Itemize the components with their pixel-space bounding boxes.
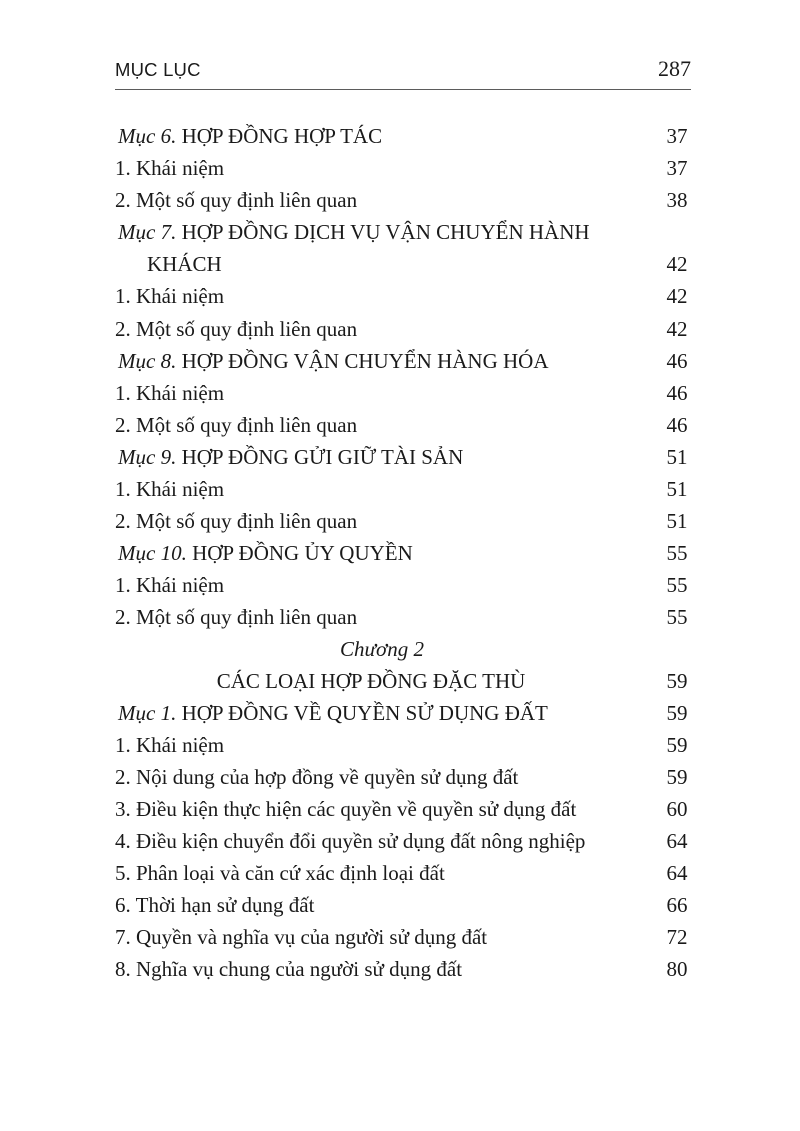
toc-page-number: 38: [666, 188, 688, 213]
toc-entry-row[interactable]: [115, 473, 691, 505]
toc-page-number: 51: [666, 444, 688, 469]
toc-page-number: 37: [666, 124, 688, 148]
toc-page-number: 59: [666, 732, 688, 757]
toc-entry-label: 2. Một số quy định liên quan: [115, 188, 358, 213]
toc-section-continuation-row[interactable]: [115, 248, 691, 280]
toc-page-number: 66: [666, 893, 688, 918]
toc-entry-row[interactable]: [115, 313, 691, 345]
toc-page-number: 46: [666, 348, 688, 373]
toc-page-number: 46: [666, 380, 688, 405]
toc-page-number: 72: [666, 925, 688, 950]
toc-entry-label: KHÁCH: [147, 252, 222, 277]
toc-entry-label: [118, 697, 548, 729]
toc-page-number: 37: [666, 156, 688, 181]
toc-page-number: 59: [666, 700, 688, 725]
toc-entry-row[interactable]: [115, 152, 691, 184]
toc-entry-label: Chương 2: [340, 636, 424, 661]
toc-entry-row[interactable]: [115, 889, 691, 921]
toc-section-title: HỢP ĐỒNG HỢP TÁC: [176, 124, 383, 148]
toc-entry-label: [118, 537, 413, 569]
toc-section-title: HỢP ĐỒNG ỦY QUYỀN: [186, 541, 413, 566]
toc-page-number: 51: [666, 477, 688, 502]
toc-section-number: Mục 1.: [118, 700, 177, 725]
toc-section-row[interactable]: [115, 537, 691, 569]
toc-entry-label: 5. Phân loại và căn cứ xác định loại đất: [115, 861, 445, 886]
toc-entry-row[interactable]: [115, 280, 691, 312]
toc-entry-label: 6. Thời hạn sử dụng đất: [115, 893, 315, 918]
toc-entry-row[interactable]: [115, 569, 691, 601]
toc-entry-row[interactable]: [115, 505, 691, 537]
toc-entry-label: 1. Khái niệm: [115, 573, 225, 598]
toc-section-row[interactable]: [115, 697, 691, 729]
toc-entry-label: 1. Khái niệm: [115, 477, 225, 502]
toc-section-row[interactable]: [115, 216, 691, 248]
toc-entry-label: [118, 441, 463, 473]
table-of-contents: [115, 120, 691, 985]
toc-entry-label: 1. Khái niệm: [115, 284, 225, 309]
toc-chapter-title-row[interactable]: [115, 665, 691, 697]
toc-entry-label: 2. Một số quy định liên quan: [115, 509, 358, 534]
toc-page-number: 46: [666, 412, 688, 437]
toc-entry-label: 7. Quyền và nghĩa vụ của người sử dụng đất: [115, 925, 488, 950]
toc-entry-label: CÁC LOẠI HỢP ĐỒNG ĐẶC THÙ: [216, 668, 526, 693]
toc-page-number: 42: [666, 252, 688, 277]
toc-entry-row[interactable]: [115, 729, 691, 761]
toc-page-number: 55: [666, 573, 688, 598]
toc-page-number: 64: [666, 828, 688, 853]
toc-section-row[interactable]: [115, 345, 691, 377]
toc-entry-row[interactable]: [115, 601, 691, 633]
folio-number: 287: [658, 56, 691, 81]
toc-entry-row[interactable]: [115, 761, 691, 793]
toc-section-title: HỢP ĐỒNG VẬN CHUYỂN HÀNG HÓA: [176, 348, 549, 373]
toc-entry-label: 2. Một số quy định liên quan: [115, 605, 358, 630]
toc-entry-label: 1. Khái niệm: [115, 732, 225, 757]
toc-entry-row[interactable]: [115, 857, 691, 889]
toc-chapter-name-row[interactable]: [115, 634, 691, 665]
toc-entry-row[interactable]: [115, 793, 691, 825]
toc-page-number: 55: [666, 605, 688, 630]
toc-entry-label: [118, 216, 590, 248]
toc-entry-label: 8. Nghĩa vụ chung của người sử dụng đất: [115, 957, 463, 982]
toc-page-number: 42: [666, 284, 688, 309]
toc-entry-row[interactable]: [115, 953, 691, 985]
toc-section-number: Mục 10.: [118, 541, 187, 566]
toc-page-number: 42: [666, 316, 688, 341]
toc-entry-row[interactable]: [115, 184, 691, 216]
toc-section-row[interactable]: [115, 120, 691, 152]
toc-entry-label: 1. Khái niệm: [115, 156, 225, 181]
toc-section-number: Mục 9.: [118, 444, 177, 469]
toc-section-number: Mục 7.: [118, 220, 177, 245]
toc-entry-label: 3. Điều kiện thực hiện các quyền về quyền sử dụng đất: [115, 796, 577, 821]
running-header: [115, 56, 691, 90]
toc-page-number: 64: [666, 861, 688, 886]
toc-page-number: 59: [666, 764, 688, 789]
toc-page-number: 60: [666, 796, 688, 821]
toc-page-number: 59: [666, 668, 688, 693]
toc-entry-row[interactable]: [115, 377, 691, 409]
toc-section-row[interactable]: [115, 441, 691, 473]
toc-page-number: 55: [666, 541, 688, 566]
toc-entry-label: 2. Một số quy định liên quan: [115, 412, 358, 437]
toc-section-title: HỢP ĐỒNG GỬI GIỮ TÀI SẢN: [176, 444, 464, 469]
toc-section-title: HỢP ĐỒNG VỀ QUYỀN SỬ DỤNG ĐẤT: [176, 700, 548, 725]
toc-page-number: 80: [666, 957, 688, 982]
toc-entry-label: 1. Khái niệm: [115, 380, 225, 405]
toc-section-title: HỢP ĐỒNG DỊCH VỤ VẬN CHUYỂN HÀNH: [176, 220, 590, 245]
toc-entry-label: 4. Điều kiện chuyển đổi quyền sử dụng đất nông nghiệp: [115, 828, 586, 853]
toc-entry-row[interactable]: [115, 409, 691, 441]
page-title: MỤC LỤC: [115, 59, 201, 80]
toc-entry-label: 2. Một số quy định liên quan: [115, 316, 358, 341]
toc-entry-label: [118, 345, 549, 377]
toc-section-number: Mục 8.: [118, 348, 177, 373]
toc-entry-label: [118, 120, 382, 152]
toc-section-number: Mục 6.: [118, 124, 177, 148]
toc-page-number: 51: [666, 509, 688, 534]
toc-entry-label: 2. Nội dung của hợp đồng về quyền sử dụng đất: [115, 764, 519, 789]
toc-entry-row[interactable]: [115, 825, 691, 857]
toc-entry-row[interactable]: [115, 921, 691, 953]
